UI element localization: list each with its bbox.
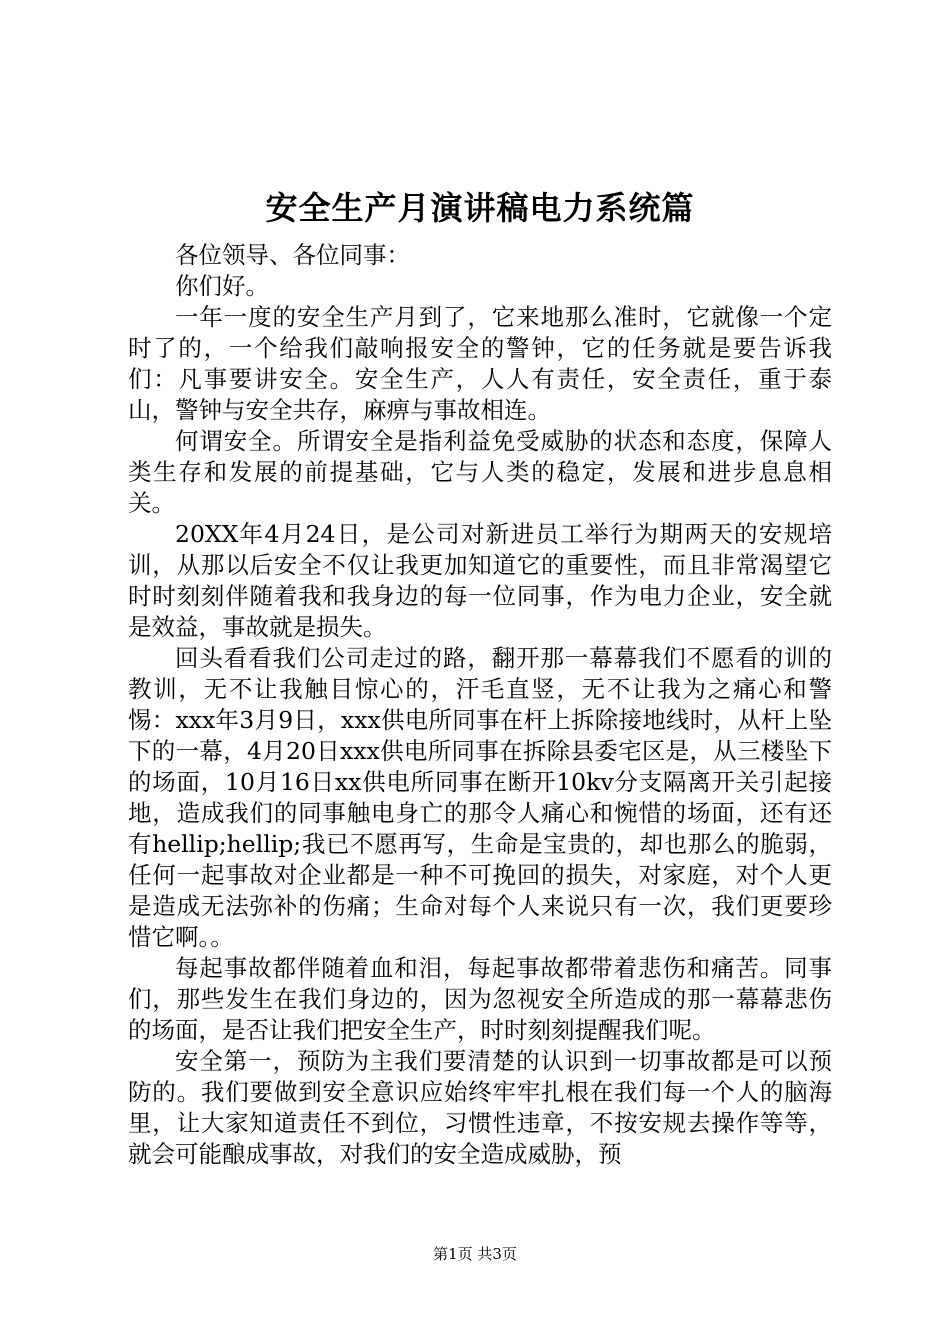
body-paragraph: 一年一度的安全生产月到了，它来地那么准时，它就像一个定时了的，一个给我们敲响报安全的警钟，它的任务就是要告诉我们：凡事要讲安全。安全生产，人人有责任，安全责任，重于泰山，警钟与安全共存，麻痹与事故相连。 — [128, 303, 832, 424]
body-paragraph: 何谓安全。所谓安全是指利益免受威胁的状态和态度，保障人类生存和发展的前提基础，它与人类的稳定，发展和进步息息相关。 — [128, 427, 832, 517]
body-paragraph: 每起事故都伴随着血和泪，每起事故都带着悲伤和痛苦。同事们，那些发生在我们身边的，因为忽视安全所造成的那一幕幕悲伤的场面，是否让我们把安全生产，时时刻刻提醒我们呢。 — [128, 954, 832, 1044]
document-title: 安全生产月演讲稿电力系统篇 — [265, 189, 695, 227]
document-page — [128, 180, 832, 1170]
body-paragraph: 安全第一，预防为主我们要清楚的认识到一切事故都是可以预防的。我们要做到安全意识应始终牢牢扎根在我们每一个人的脑海里，让大家知道责任不到位，习惯性违章，不按安规去操作等等，就会可能酿成事故，对我们的安全造成威胁，预 — [128, 1047, 832, 1168]
page-footer: 第1页 共3页 — [433, 1245, 517, 1263]
greeting-paragraph: 各位领导、各位同事： — [175, 241, 410, 269]
body-paragraph: 回头看看我们公司走过的路，翻开那一幕幕我们不愿看的训的教训，无不让我触目惊心的，汗毛直竖，无不让我为之痛心和警惕：xxx年3月9日，xxx供电所同事在杆上拆除接地线时，从杆上坠下的一幕，4月20日xxx供电所同事在拆除县委宅区是，从三楼坠下的场面，10月16日xx供电所同事在断开10kv分支隔离开关引起接地，造成我们的同事触电身亡的那令人痛心和惋惜的场面，还有还有hellip;hellip;我已不愿再写，生命是宝贵的，却也那么的脆弱，任何一起事故对企业都是一种不可挽回的损失，对家庭，对个人更是造成无法弥补的伤痛；生命对每个人来说只有一次，我们更要珍惜它啊。。 — [128, 644, 832, 951]
body-paragraph: 20XX年4月24日，是公司对新进员工举行为期两天的安规培训，从那以后安全不仅让我更加知道它的重要性，而且非常渴望它时时刻刻伴随着我和我身边的每一位同事，作为电力企业，安全就是效益，事故就是损失。 — [128, 520, 832, 641]
hello-paragraph: 你们好。 — [175, 272, 269, 300]
